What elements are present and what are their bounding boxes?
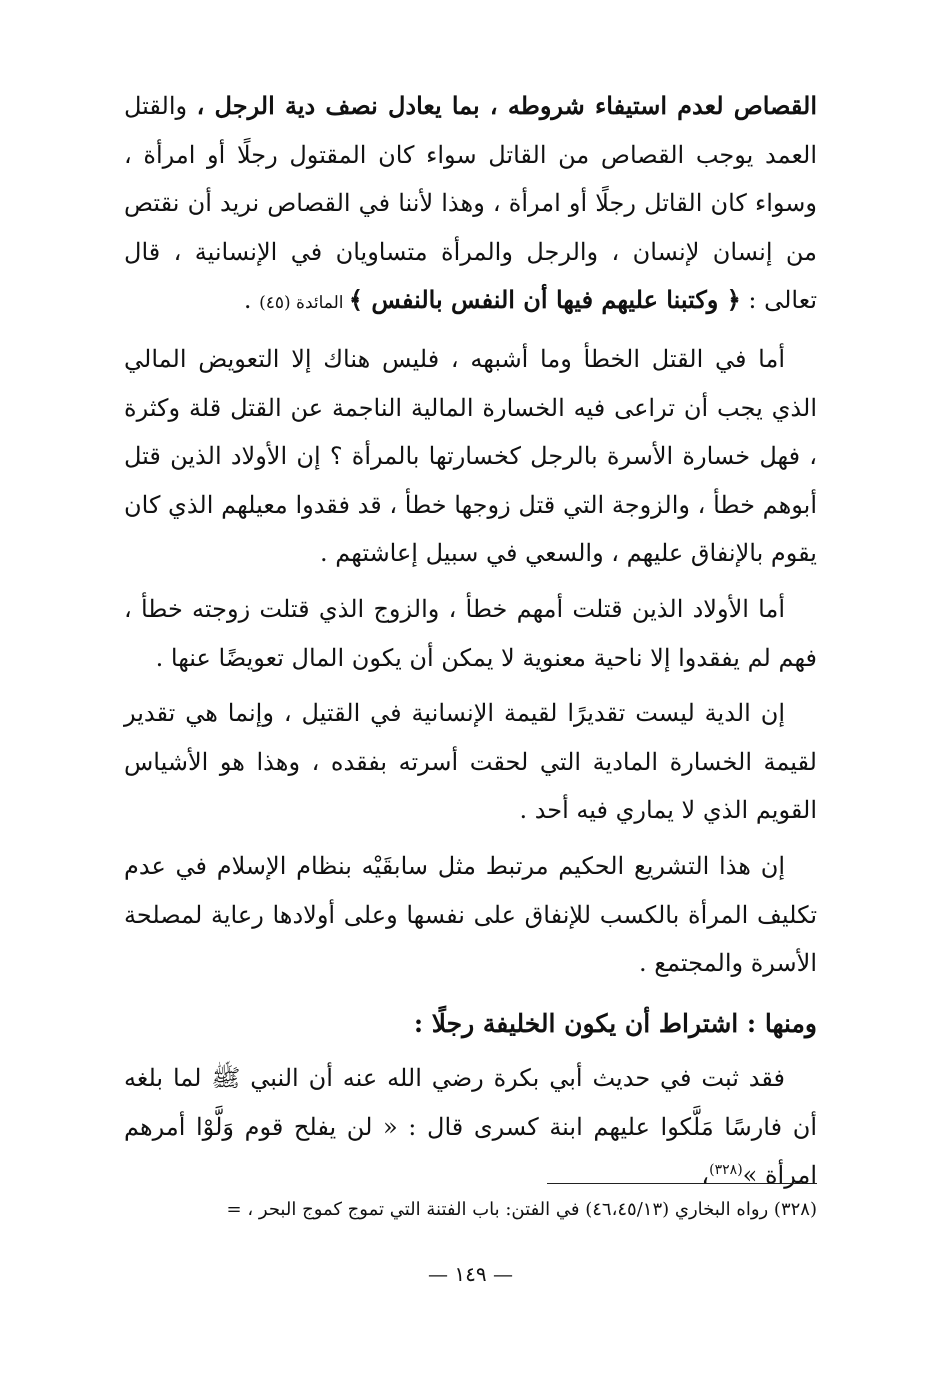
quran-verse: ﴿ وكتبنا عليهم فيها أن النفس بالنفس ﴾ — [348, 285, 741, 315]
paragraph-1-end: . — [243, 286, 260, 315]
main-text — [124, 82, 817, 1200]
paragraph-6-end: ، — [701, 1161, 710, 1190]
paragraph-1-text: والقتل العمد يوجب القصاص من القاتل سواء كان المقتول رجلًا أو امرأة ، وسواء كان القاتل رجلًا أو امرأة ، وهذا لأننا في القصاص نريد أن نقتص من إنسان لإنسان ، والرجل والمرأة متساويان في الإنسانية ، قال تعالى : — [124, 92, 817, 315]
paragraph-6-text: فقد ثبت في حديث أبي بكرة رضي الله عنه أن النبي ﷺ لما بلغه أن فارسًا مَلَّكوا عليهم ابنة كسرى قال : « لن يفلح قوم وَلَّوْا أمرهم امرأة » — [124, 1064, 817, 1190]
paragraph-4: إن الدية ليست تقديرًا لقيمة الإنسانية في القتيل ، وإنما هي تقدير لقيمة الخسارة المادية التي لحقت أسرته بفقده ، وهذا هو الأشياس القويم الذي لا يماري فيه أحد . — [124, 699, 817, 825]
footnote: (٣٢٨) رواه البخاري (٤٦،٤٥/١٣) في الفتن: باب الفتنة التي تموج كموج البحر ، = — [226, 1199, 817, 1220]
paragraph-2: أما في القتل الخطأ وما أشبهه ، فليس هناك إلا التعويض المالي الذي يجب أن تراعى فيه الخسارة المالية الناجمة عن القتل قلة وكثرة ، فهل خسارة الأسرة بالرجل كخسارتها بالمرأة ؟ إن الأولاد الذين قتل أبوهم خطأ ، والزوجة التي قتل زوجها خطأ ، قد فقدوا معيلهم الذي كان يقوم بالإنفاق عليهم ، والسعي في سبيل إعاشتهم . — [124, 344, 817, 568]
paragraph-6 — [124, 1054, 817, 1200]
footnote-reference: (٣٢٨) — [709, 1162, 743, 1179]
bold-lead: القصاص لعدم استيفاء شروطه ، بما يعادل نصف دية الرجل ، — [196, 91, 817, 120]
footnote-divider — [547, 1183, 817, 1184]
section-heading: ومنها : اشتراط أن يكون الخليفة رجلًا : — [413, 1008, 817, 1038]
paragraph-1 — [124, 82, 817, 328]
paragraph-3: أما الأولاد الذين قتلت أمهم خطأ ، والزوج الذي قتلت زوجته خطأ ، فهم لم يفقدوا إلا ناحية معنوية لا يمكن أن يكون المال تعويضًا عنها . — [124, 594, 817, 672]
verse-reference: المائدة (٤٥) — [259, 293, 349, 314]
page-number: — ١٤٩ — — [428, 1262, 513, 1286]
paragraph-5: إن هذا التشريع الحكيم مرتبط مثل سابقَيْه بنظام الإسلام في عدم تكليف المرأة بالكسب للإنفاق على نفسها وعلى أولادها رعاية لمصلحة الأسرة والمجتمع . — [124, 851, 817, 978]
